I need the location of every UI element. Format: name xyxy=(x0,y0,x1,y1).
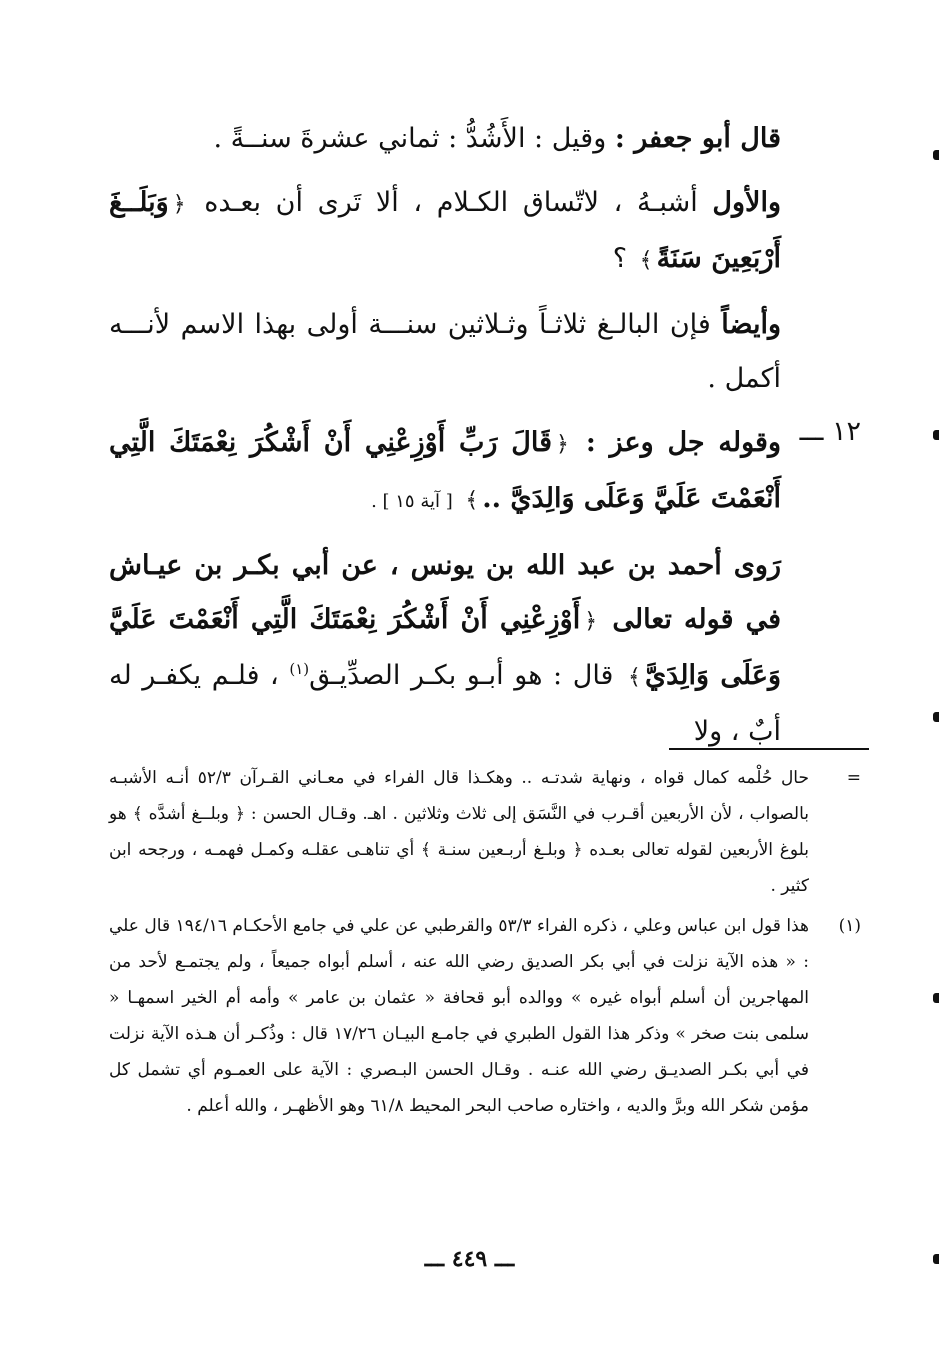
paragraph-lead: وقوله جل وعز : xyxy=(585,427,781,458)
quran-quote: وَبَلَــغَ أَرْبَعِينَ سَنَةً xyxy=(109,187,781,274)
edge-mark xyxy=(933,1254,939,1264)
ayah-reference: [ آية ١٥ ] . xyxy=(371,491,453,512)
quran-close-ornament: ﴾ xyxy=(639,248,653,273)
paragraph-2 xyxy=(109,176,781,288)
paragraph-5 xyxy=(109,539,781,759)
paragraph-lead: قال أبو جعفر : xyxy=(614,123,781,154)
quran-open-ornament: ﴿ xyxy=(584,609,598,634)
footnote-text: حال حُلْمه كمال قواه ، ونهاية شدتـه .. وهكـذا قال الفراء في معـاني القـرآن ٥٢/٣ أنـه الأشبـه بالصواب ، لأن الأربعين أقـرب في النَّسَق إلى ثلاث وثلاثين . اهـ. وقـال الحسن : ﴿ وبلــغ أشدَّه ﴾ هو بلوغ الأربعين لقوله تعالى بعـده ﴿ وبلـغ أربـعين سنـة ﴾ أي تناهـى عقلـه وكمـل فهمـه ، ورجحه ابن كثير . xyxy=(109,768,809,896)
paragraph-4 xyxy=(109,416,781,529)
main-text xyxy=(109,112,781,769)
edge-mark xyxy=(933,993,939,1003)
paragraph-lead: وأيضاً xyxy=(721,309,781,340)
paragraph-text: ، فلـم يكفـر له أبٌ ، ولا xyxy=(109,660,781,747)
item-number: ١٢ ـــ xyxy=(799,416,861,447)
footnote xyxy=(109,908,861,1124)
paragraph-text: قال : هو أبـو بكـر الصدِّيـق xyxy=(309,660,614,691)
footnote-separator xyxy=(669,748,869,750)
edge-mark xyxy=(933,430,939,440)
quran-quote: قَالَ رَبِّ أَوْزِعْنِي أَنْ أَشْكُرَ نِعْمَتَكَ الَّتِي أَنْعَمْتَ عَلَيَّ وَعَلَى وَالِدَيَّ .. xyxy=(109,427,781,514)
footnote-marker: (١) xyxy=(838,916,861,936)
footnote-reference: (١) xyxy=(289,660,310,678)
paragraph-text: وقيل : الأَشُدُّ : ثماني عشرةَ سنــةً . xyxy=(213,123,607,154)
footnotes xyxy=(109,760,861,1128)
page-number: ـــ ٤٤٩ ـــ xyxy=(424,1246,515,1272)
paragraph-text: أشبـهُ ، لاتّساق الكـلام ، ألا تَرى أن بعـده xyxy=(204,187,698,218)
paragraph-3 xyxy=(109,298,781,406)
footnote-text: هذا قول ابن عباس وعلي ، ذكره الفراء ٥٣/٣ والقرطبي عن علي في جامع الأحكـام ١٩٤/١٦ قال علي : « هذه الآية نزلت في أبي بكر الصديق رضي الله عنه ، أسلم أبواه جميعاً ، ولم يجتمـع لأحد من المهاجرين أن أسلم أبواه غيره » ووالده أبو قحافة « عثمان بن عامر » وأمه أم الخير اسمهـا « سلمى بنت صخر » وذكر هذا القول الطبري في جامـع البيـان ١٧/٢٦ قال : وذُكـر أن هـذه الآية نزلت في أبي بكـر الصديـق رضي الله عنـه . وقـال الحسن البـصري : الآية على العمـوم أي تشمل كل مؤمن شكر الله وبرَّ والديه ، واختاره صاحب البحر المحيط ٦١/٨ وهو الأظهـر ، والله أعلم . xyxy=(109,916,810,1116)
quran-quote: أَوْزِعْنِي أَنْ أَشْكُرَ نِعْمَتَكَ الَّتِي أَنْعَمْتَ عَلَيَّ وَعَلَى وَالِدَيَّ xyxy=(109,604,781,691)
quran-close-ornament: ﴾ xyxy=(465,488,479,513)
paragraph-1 xyxy=(109,112,781,166)
footnote xyxy=(109,760,861,904)
paragraph-text: رَوى أحمد بن عبد الله بن يونس ، عن أبي بكـر بن عيـاش في قوله تعالى xyxy=(109,550,781,635)
edge-mark xyxy=(933,150,939,160)
quran-close-ornament: ﴾ xyxy=(628,665,641,690)
paragraph-lead: والأول xyxy=(712,187,781,218)
quran-open-ornament: ﴿ xyxy=(172,192,186,217)
footnote-marker: = xyxy=(846,768,861,788)
quran-open-ornament: ﴿ xyxy=(556,432,569,457)
paragraph-text: فإن البالـغ ثلاثـاً وثـلاثين سنـــة أولى بهذا الاسم لأنـــه أكمل . xyxy=(109,309,781,394)
paragraph-end: ؟ xyxy=(612,243,628,274)
edge-mark xyxy=(933,712,939,722)
